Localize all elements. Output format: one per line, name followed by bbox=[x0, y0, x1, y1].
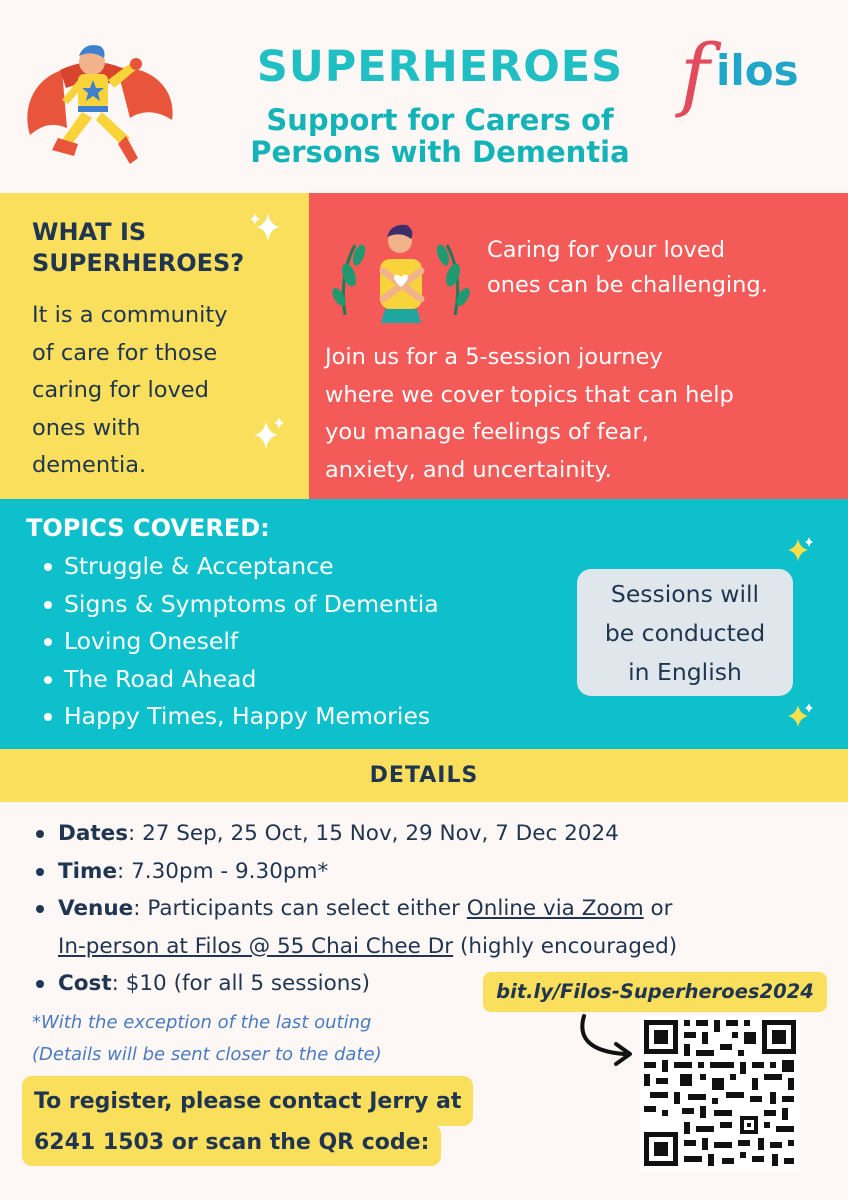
language-line: in English bbox=[628, 658, 742, 686]
venue-label: Venue bbox=[58, 896, 134, 921]
filos-logo bbox=[680, 27, 820, 120]
time-label: Time bbox=[58, 858, 118, 884]
caring-lead-line: Caring for your loved bbox=[487, 237, 725, 263]
what-line: caring for loved bbox=[32, 377, 209, 403]
details-heading: DETAILS bbox=[0, 749, 848, 802]
list-item: Signs & Symptoms of Dementia bbox=[44, 586, 439, 624]
subtitle-line: Support for Carers of bbox=[266, 103, 614, 137]
sparkle-icon bbox=[786, 535, 814, 563]
caring-line: Join us for a 5-session journey bbox=[325, 344, 663, 370]
registration-callout bbox=[22, 1076, 552, 1166]
list-item: The Road Ahead bbox=[44, 661, 439, 699]
header bbox=[0, 0, 848, 193]
venue-text: : Participants can select either bbox=[133, 896, 467, 921]
cost-label: Cost bbox=[58, 971, 112, 996]
topics-list bbox=[44, 548, 439, 736]
qr-code[interactable] bbox=[640, 1016, 800, 1170]
footnote: (Details will be sent closer to the date) bbox=[32, 1044, 382, 1065]
what-line: of care for those bbox=[32, 339, 218, 366]
curved-arrow-icon bbox=[574, 1010, 644, 1070]
what-heading bbox=[32, 217, 262, 279]
what-heading-line: WHAT IS bbox=[32, 218, 147, 246]
self-hug-illustration bbox=[325, 215, 475, 325]
page-title: SUPERHEROES bbox=[256, 42, 624, 92]
sparkle-icon bbox=[248, 209, 284, 245]
registration-line: 6241 1503 or scan the QR code: bbox=[22, 1124, 441, 1166]
caring-line: anxiety, and uncertainity. bbox=[325, 456, 612, 483]
subtitle-line: Persons with Dementia bbox=[250, 135, 630, 169]
list-item bbox=[32, 890, 832, 965]
footnote: *With the exception of the last outing bbox=[32, 1012, 372, 1033]
venue-text: or bbox=[643, 896, 673, 921]
superhero-illustration bbox=[22, 40, 182, 170]
what-line: dementia. bbox=[32, 452, 147, 478]
cost-value: : $10 (for all 5 sessions) bbox=[111, 971, 371, 996]
caring-lead-line: ones can be challenging. bbox=[487, 272, 768, 298]
venue-text: (highly encouraged) bbox=[453, 933, 678, 959]
caring-line: where we cover topics that can help bbox=[325, 381, 734, 408]
logo-initial: f bbox=[680, 27, 710, 120]
caring-line: you manage feelings of fear, bbox=[325, 419, 649, 445]
caring-lead bbox=[487, 233, 837, 303]
dates-label: Dates bbox=[58, 821, 129, 846]
registration-link[interactable]: bit.ly/Filos-Superheroes2024 bbox=[483, 972, 827, 1012]
language-line: Sessions will bbox=[610, 580, 760, 608]
sparkle-icon bbox=[250, 415, 286, 451]
caring-section bbox=[309, 193, 848, 499]
topics-section bbox=[0, 499, 848, 749]
sparkle-icon bbox=[786, 701, 814, 729]
dates-value: : 27 Sep, 25 Oct, 15 Nov, 29 Nov, 7 Dec 2024 bbox=[128, 821, 619, 846]
time-value: : 7.30pm - 9.30pm* bbox=[117, 858, 329, 884]
what-line: ones with bbox=[32, 414, 141, 441]
registration-line: To register, please contact Jerry at bbox=[22, 1076, 473, 1126]
list-item: Happy Times, Happy Memories bbox=[44, 698, 439, 736]
online-zoom-link[interactable]: Online via Zoom bbox=[466, 896, 644, 921]
what-line: It is a community bbox=[32, 302, 228, 328]
list-item bbox=[32, 815, 832, 853]
in-person-venue-link[interactable]: In-person at Filos @ 55 Chai Chee Dr bbox=[58, 933, 454, 959]
logo-text: ilos bbox=[716, 46, 799, 95]
caring-description bbox=[325, 339, 835, 489]
list-item bbox=[32, 853, 832, 891]
language-line: be conducted bbox=[604, 619, 766, 647]
list-item: Struggle & Acceptance bbox=[44, 548, 439, 586]
page-subtitle bbox=[190, 104, 690, 168]
topics-heading: TOPICS COVERED: bbox=[26, 514, 270, 542]
what-is-section bbox=[0, 193, 309, 499]
language-badge bbox=[577, 569, 793, 696]
what-heading-line: SUPERHEROES? bbox=[32, 249, 245, 277]
what-description bbox=[32, 297, 282, 485]
list-item: Loving Oneself bbox=[44, 623, 439, 661]
